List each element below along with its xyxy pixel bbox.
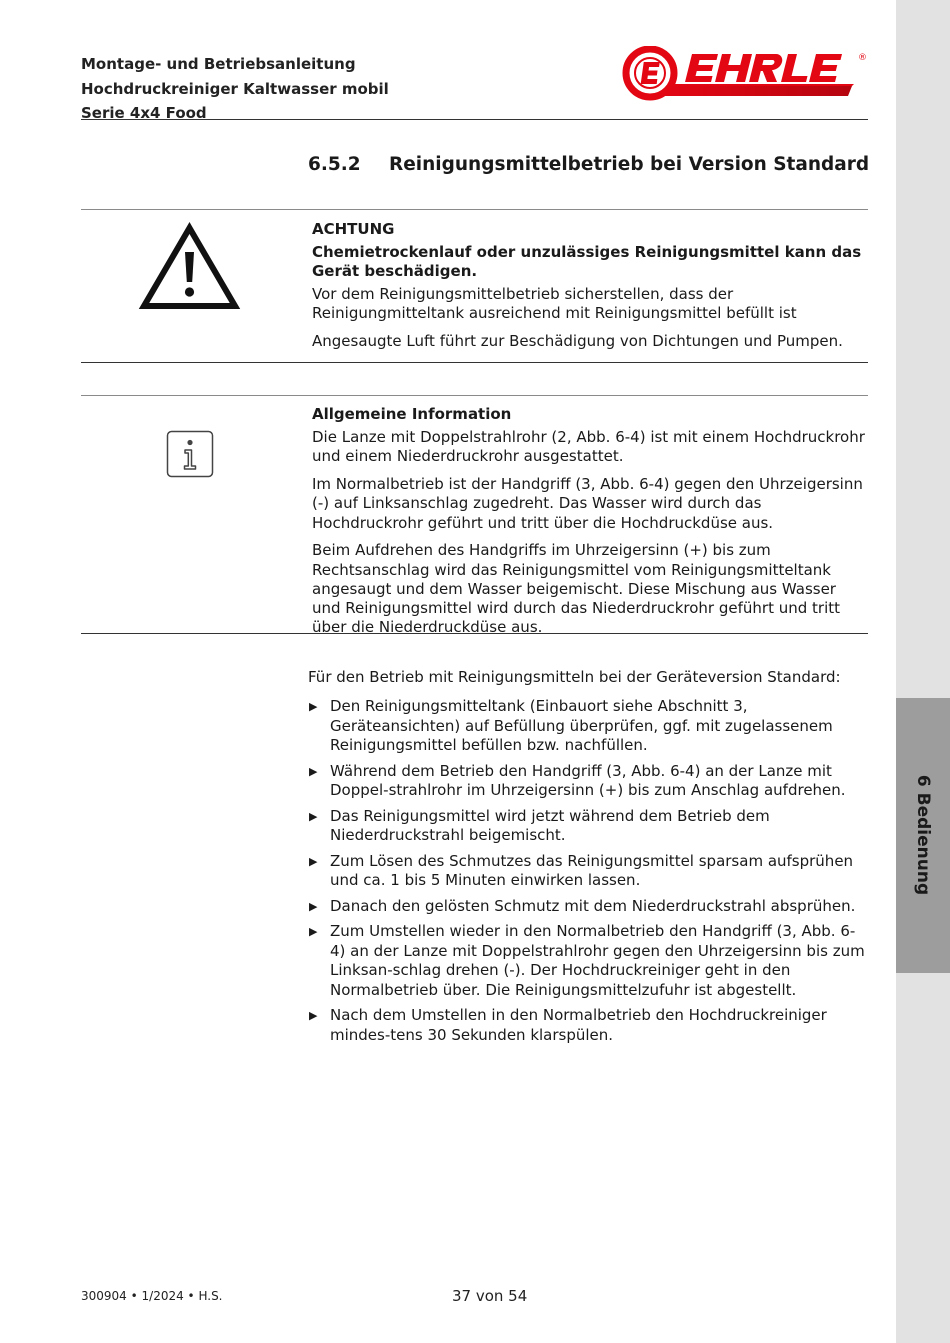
procedure-step [308, 762, 870, 801]
procedure-steps [308, 697, 870, 1051]
footer-page-number: 37 von 54 [452, 1287, 528, 1305]
registered-mark: ® [858, 53, 867, 63]
header-line-2: Hochdruckreiniger Kaltwasser mobil [81, 79, 389, 98]
info-box-top-rule [81, 395, 868, 396]
procedure-step-text: Den Reinigungsmitteltank (Einbauort siehe Abschnitt 3, Geräteansichten) auf Befüllung überprüfen, ggf. mit zugelassenem Reinigungsmittel befüllen bzw. nachfüllen. [330, 697, 833, 754]
warning-heading: ACHTUNG [312, 220, 395, 238]
warning-box-bottom-rule [81, 362, 868, 363]
warning-paragraph-1: Vor dem Reinigungsmittelbetrieb sicherstellen, dass der Reinigungmitteltank ausreichend mit Reinigungsmittel befüllt ist [312, 284, 797, 322]
procedure-step-text: Das Reinigungsmittel wird jetzt während dem Betrieb dem Niederdruckstrahl beigemischt. [330, 806, 770, 844]
warning-subheading: Chemietrockenlauf oder unzulässiges Reinigungsmittel kann das Gerät beschädigen. [312, 243, 862, 281]
info-heading: Allgemeine Information [312, 405, 512, 423]
procedure-step [308, 697, 870, 756]
section-title: Reinigungsmittelbetrieb bei Version Standard [389, 154, 870, 175]
procedure-step-text: Während dem Betrieb den Handgriff (3, Abb. 6-4) an der Lanze mit Doppel-strahlrohr im Uhrzeigersinn (+) bis zum Anschlag aufdrehen. [330, 761, 846, 799]
procedure-step [308, 807, 870, 846]
section-number: 6.5.2 [308, 154, 361, 175]
info-paragraph-3: Beim Aufdrehen des Handgriffs im Uhrzeigersinn (+) bis zum Rechtsanschlag wird das Reinigungsmittel vom Reinigungsmitteltank angesaugt und dem Wasser beigemischt. Diese Mischung aus Wasser und Reinigungsmittel wird durch das Niederdruckrohr geführt und tritt über die Niederdruckdüse aus. [312, 541, 841, 637]
warning-paragraph-2: Angesaugte Luft führt zur Beschädigung von Dichtungen und Pumpen. [312, 331, 843, 350]
procedure-step-text: Nach dem Umstellen in den Normalbetrieb den Hochdruckreiniger mindes-tens 30 Sekunden klarspülen. [330, 1006, 827, 1044]
bullet-arrow-icon: ▶ [309, 1009, 318, 1022]
ehrle-logo [622, 46, 870, 102]
bullet-arrow-icon: ▶ [309, 899, 318, 913]
warning-triangle-icon [138, 222, 241, 312]
page-margin-sidebar [896, 0, 950, 1343]
warning-box-top-rule [81, 209, 868, 210]
bullet-arrow-icon: ▶ [309, 925, 318, 938]
info-paragraph-1: Die Lanze mit Doppelstrahlrohr (2, Abb. 6-4) ist mit einem Hochdruckrohr und einem Niederdruckrohr ausgestattet. [312, 428, 865, 466]
info-box-bottom-rule [81, 633, 868, 634]
procedure-step [308, 852, 870, 891]
chapter-tab-label: 6 Bedienung [913, 774, 933, 896]
procedure-step [308, 897, 870, 917]
header-line-1: Montage- und Betriebsanleitung [81, 55, 356, 73]
info-box [312, 405, 868, 646]
bullet-arrow-icon: ▶ [309, 854, 318, 868]
footer-doc-info: 300904 • 1/2024 • H.S. [81, 1289, 223, 1303]
procedure-step-text: Danach den gelösten Schmutz mit dem Niederdruckstrahl absprühen. [330, 896, 856, 915]
bullet-arrow-icon: ▶ [309, 809, 318, 823]
procedure-step [308, 1006, 870, 1045]
procedure-intro: Für den Betrieb mit Reinigungsmitteln bei der Geräteversion Standard: [308, 668, 841, 686]
procedure-step-text: Zum Umstellen wieder in den Normalbetrieb den Handgriff (3, Abb. 6-4) an der Lanze mit Doppelstrahlrohr gegen den Uhrzeigersinn bis zum Linksan-schlag drehen (-). Der Hochdruckreiniger geht in den Normalbetrieb über. Die Reinigungsmittelzufuhr ist abgestellt. [330, 922, 865, 999]
info-paragraph-2: Im Normalbetrieb ist der Handgriff (3, Abb. 6-4) gegen den Uhrzeigersinn (-) auf Linksanschlag zugedreht. Das Wasser wird durch das Hochdruckrohr geführt und tritt über die Hochdruckdüse aus. [312, 475, 863, 532]
bullet-arrow-icon: ▶ [309, 764, 318, 778]
bullet-arrow-icon: ▶ [309, 700, 318, 713]
procedure-step-text: Zum Lösen des Schmutzes das Reinigungsmittel sparsam aufsprühen und ca. 1 bis 5 Minuten einwirken lassen. [330, 851, 854, 889]
header-divider [81, 119, 868, 120]
document-header [81, 52, 389, 126]
header-line-3: Serie 4x4 Food [81, 104, 207, 122]
info-icon [166, 430, 214, 478]
warning-box [312, 220, 868, 359]
procedure-step [308, 922, 870, 1000]
